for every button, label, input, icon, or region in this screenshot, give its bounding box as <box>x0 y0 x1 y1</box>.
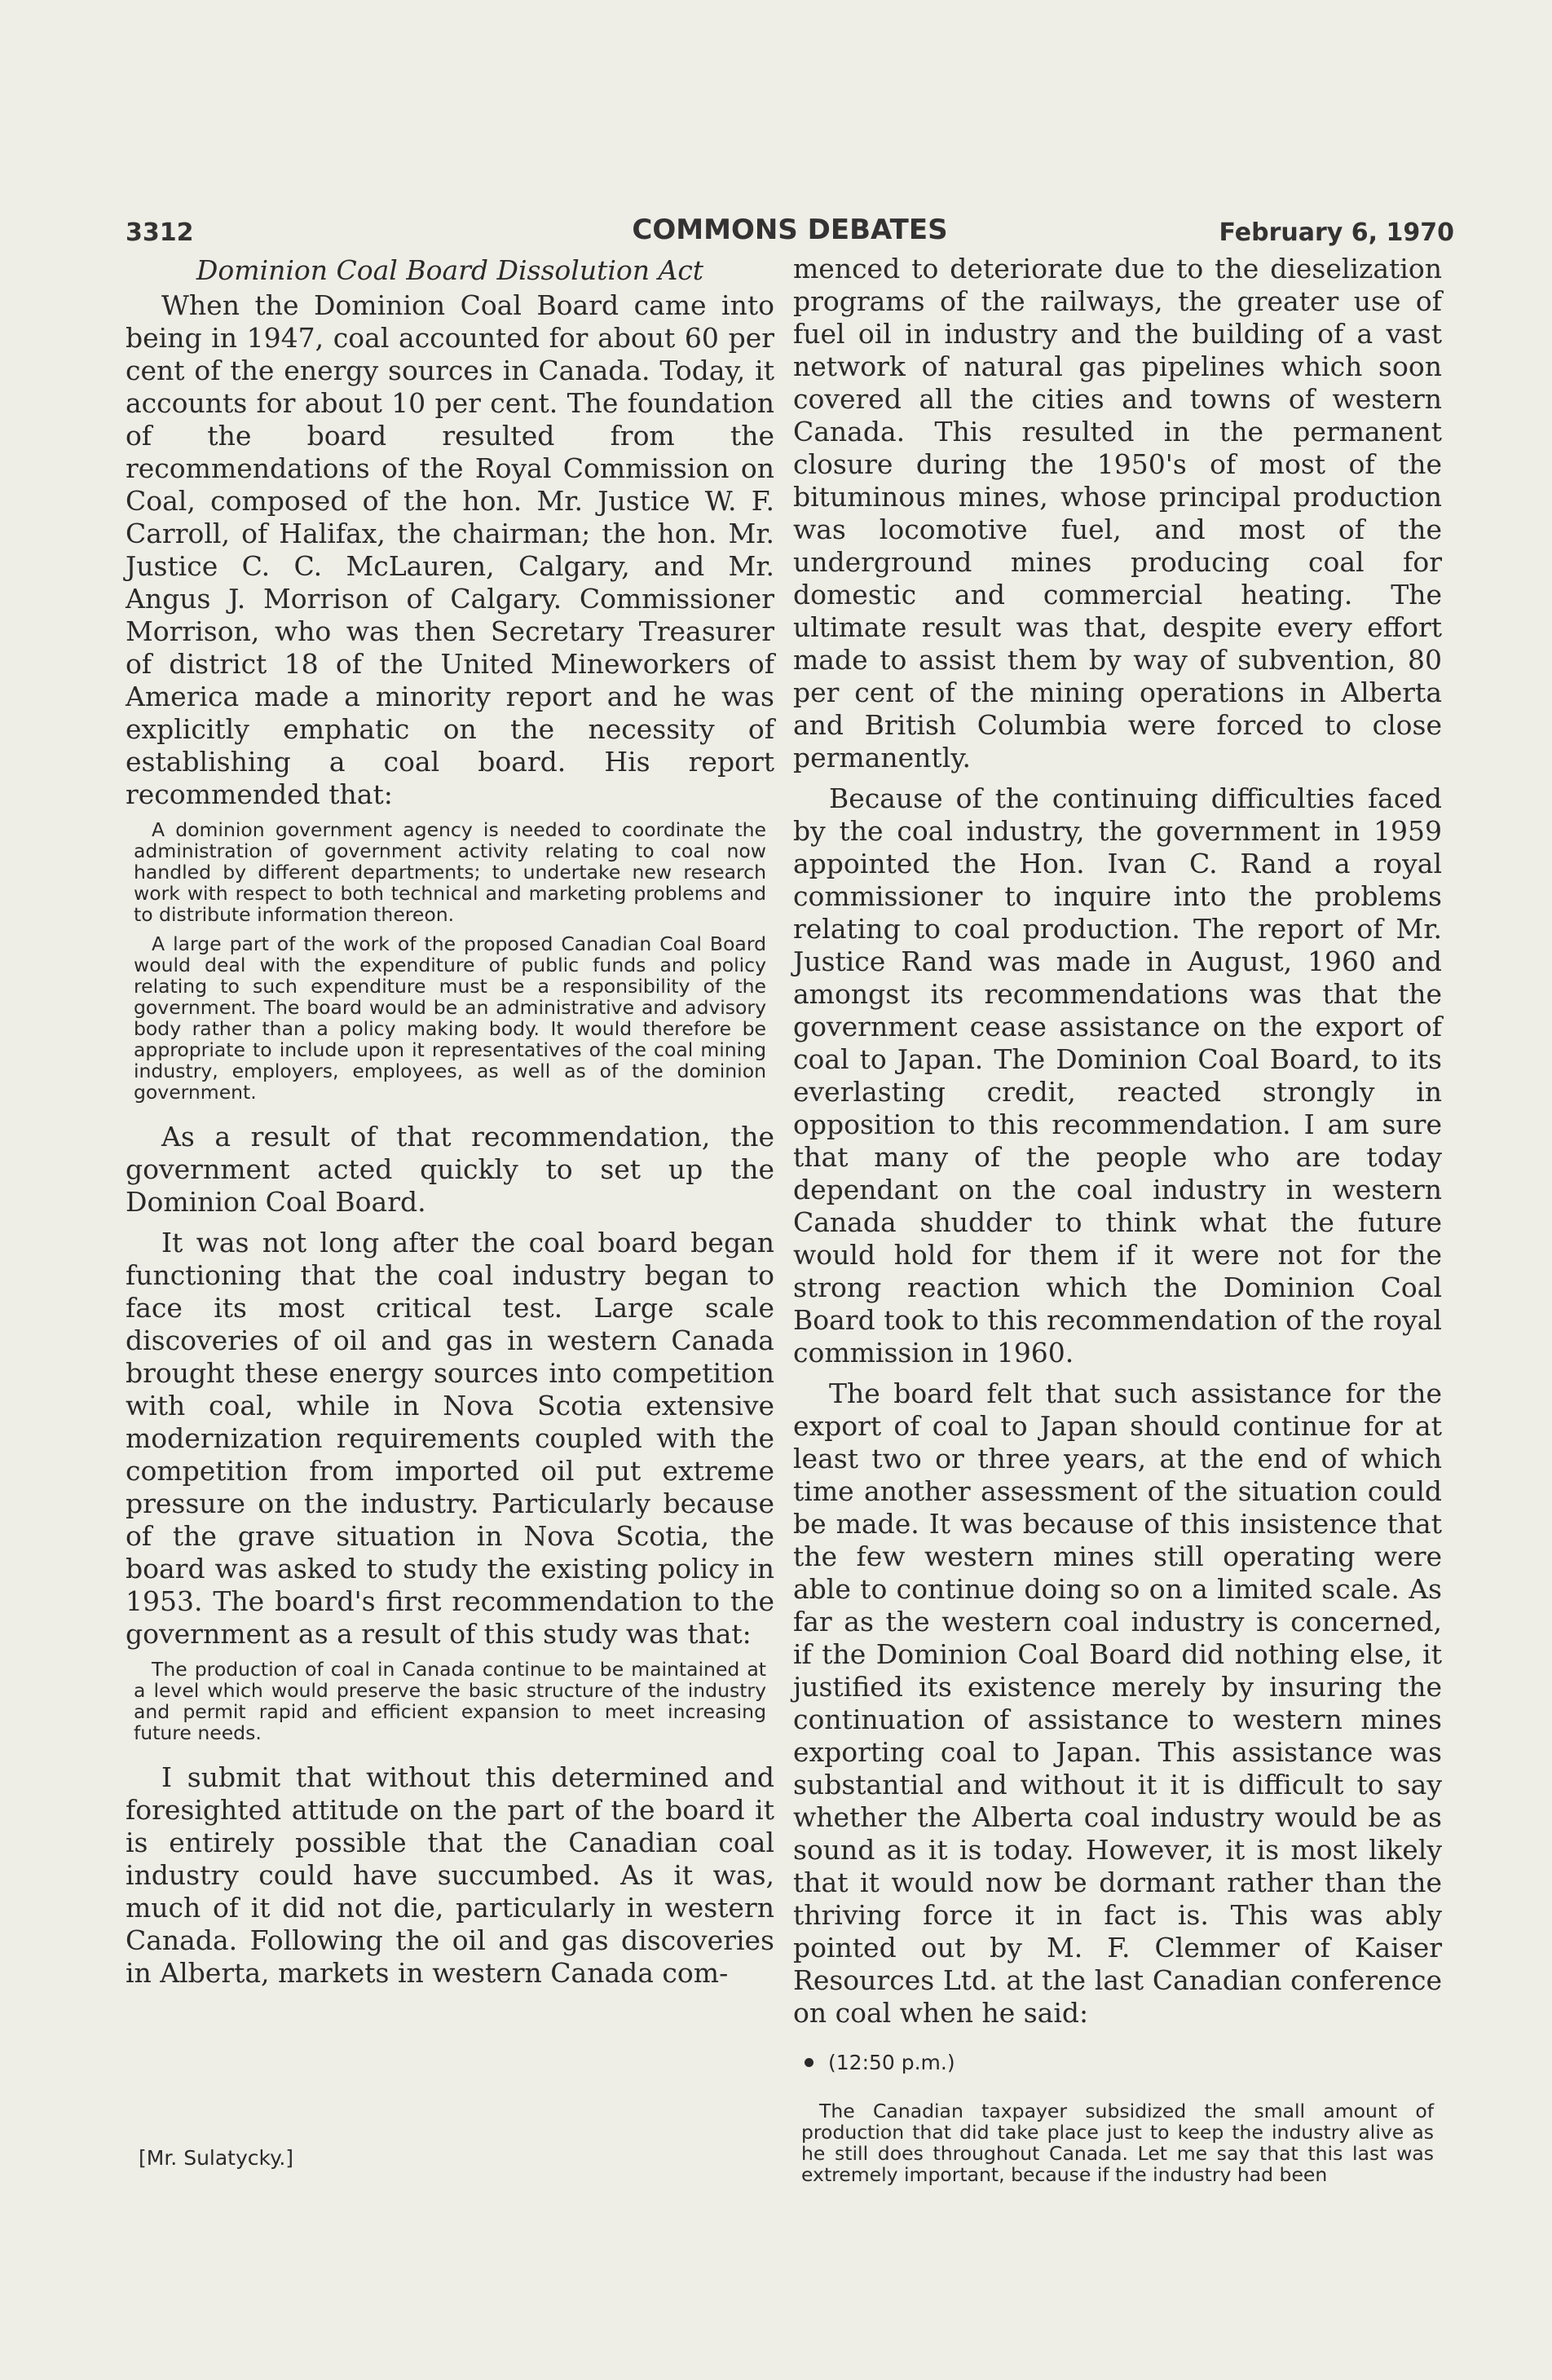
bullet-icon <box>805 2058 813 2067</box>
running-head: Dominion Coal Board Dissolution Act <box>196 254 704 286</box>
paragraph: menced to deteriorate due to the dieselization programs of the railways, the greater use of fuel oil in industry and the building of a vast network of natural gas pipelines which soon covered all the cities and towns of western Canada. This resulted in the permanent closure during the 1950's of most of the bituminous mines, whose principal production was locomotive fuel, and most of the underground mines producing coal for domestic and commercial heating. The ultimate result was that, despite every effort made to assist them by way of subvention, 80 per cent of the mining operations in Alberta and British Columbia were forced to close permanently. <box>793 253 1442 774</box>
paragraph: When the Dominion Coal Board came into being in 1947, coal accounted for about 60 per cent of the energy sources in Canada. Today, it accounts for about 10 per cent. The foundation of the board resulted from the recommendations of the Royal Commission on Coal, composed of the hon. Mr. Justice W. F. Carroll, of Halifax, the chairman; the hon. Mr. Justice C. C. McLauren, Calgary, and Mr. Angus J. Morrison of Calgary. Commissioner Morrison, who was then Secretary Treasurer of district 18 of the United Mineworkers of America made a minority report and he was explicitly emphatic on the necessity of establishing a coal board. His report recommended that: <box>126 289 774 810</box>
timestamp-text: (12:50 p.m.) <box>828 2051 955 2074</box>
paragraph: It was not long after the coal board began functioning that the coal industry began to face its most critical test. Large scale discoveries of oil and gas in western Canada brought these energy sources into competition with coal, while in Nova Scotia extensive modernization requirements coupled with the competition from imported oil put extreme pressure on the industry. Particularly because of the grave situation in Nova Scotia, the board was asked to study the existing policy in 1953. The board's first recommendation to the government as a result of this study was that: <box>126 1227 774 1650</box>
publication-date: February 6, 1970 <box>1219 218 1454 247</box>
block-quote: The Canadian taxpayer subsidized the small amount of production that did take place just to keep the industry alive as he still does throughout Canada. Let me say that this last was extremely important, because if the industry had been <box>801 2100 1434 2186</box>
block-quote: A large part of the work of the proposed Canadian Coal Board would deal with the expenditure of public funds and policy relating to such expenditure must be a responsibility of the government. The board would be an administrative and advisory body rather than a policy making body. It would therefore be appropriate to include upon it representatives of the coal mining industry, employers, employees, as well as of the dominion government. <box>134 932 766 1104</box>
block-quote: A dominion government agency is needed to coordinate the administration of government activity relating to coal now handled by different departments; to undertake new research work with respect to both technical and marketing problems and to distribute information thereon. <box>134 818 766 926</box>
paragraph: The board felt that such assistance for the export of coal to Japan should continue for at least two or three years, at the end of which time another assessment of the situation could be made. It was because of this insistence that the few western mines still operating were able to continue doing so on a limited scale. As far as the western coal industry is concerned, if the Dominion Coal Board did nothing else, it justified its existence merely by insuring the continuation of assistance to western mines exporting coal to Japan. This assistance was substantial and without it it is difficult to say whether the Alberta coal industry would be as sound as it is today. However, it is most likely that it would now be dormant rather than the thriving force it in fact is. This was ably pointed out by M. F. Clemmer of Kaiser Resources Ltd. at the last Canadian conference on coal when he said: <box>793 1377 1442 2029</box>
block-quote: The production of coal in Canada continue to be maintained at a level which would preserve the basic structure of the industry and permit rapid and efficient expansion to meet increasing future needs. <box>134 1658 766 1744</box>
timestamp-marker <box>805 2051 1442 2074</box>
paragraph: I submit that without this determined and foresighted attitude on the part of the board it is entirely possible that the Canadian coal industry could have succumbed. As it was, much of it did not die, particularly in western Canada. Following the oil and gas discoveries in Alberta, markets in western Canada com- <box>126 1761 774 1989</box>
right-column <box>793 253 1442 2185</box>
page-header <box>126 214 1454 253</box>
speaker-attribution: [Mr. Sulatycky.] <box>139 2146 294 2170</box>
publication-title: COMMONS DEBATES <box>632 214 948 246</box>
paragraph: Because of the continuing difficulties faced by the coal industry, the government in 1959 appointed the Hon. Ivan C. Rand a royal commissioner to inquire into the problems relating to coal production. The report of Mr. Justice Rand was made in August, 1960 and amongst its recommendations was that the government cease assistance on the export of coal to Japan. The Dominion Coal Board, to its everlasting credit, reacted strongly in opposition to this recommendation. I am sure that many of the people who are today dependant on the coal industry in western Canada shudder to think what the future would hold for them if it were not for the strong reaction which the Dominion Coal Board took to this recommendation of the royal commission in 1960. <box>793 782 1442 1368</box>
left-column <box>126 253 774 1990</box>
page-number: 3312 <box>126 218 194 247</box>
paragraph: As a result of that recommendation, the government acted quickly to set up the Dominion Coal Board. <box>126 1121 774 1218</box>
